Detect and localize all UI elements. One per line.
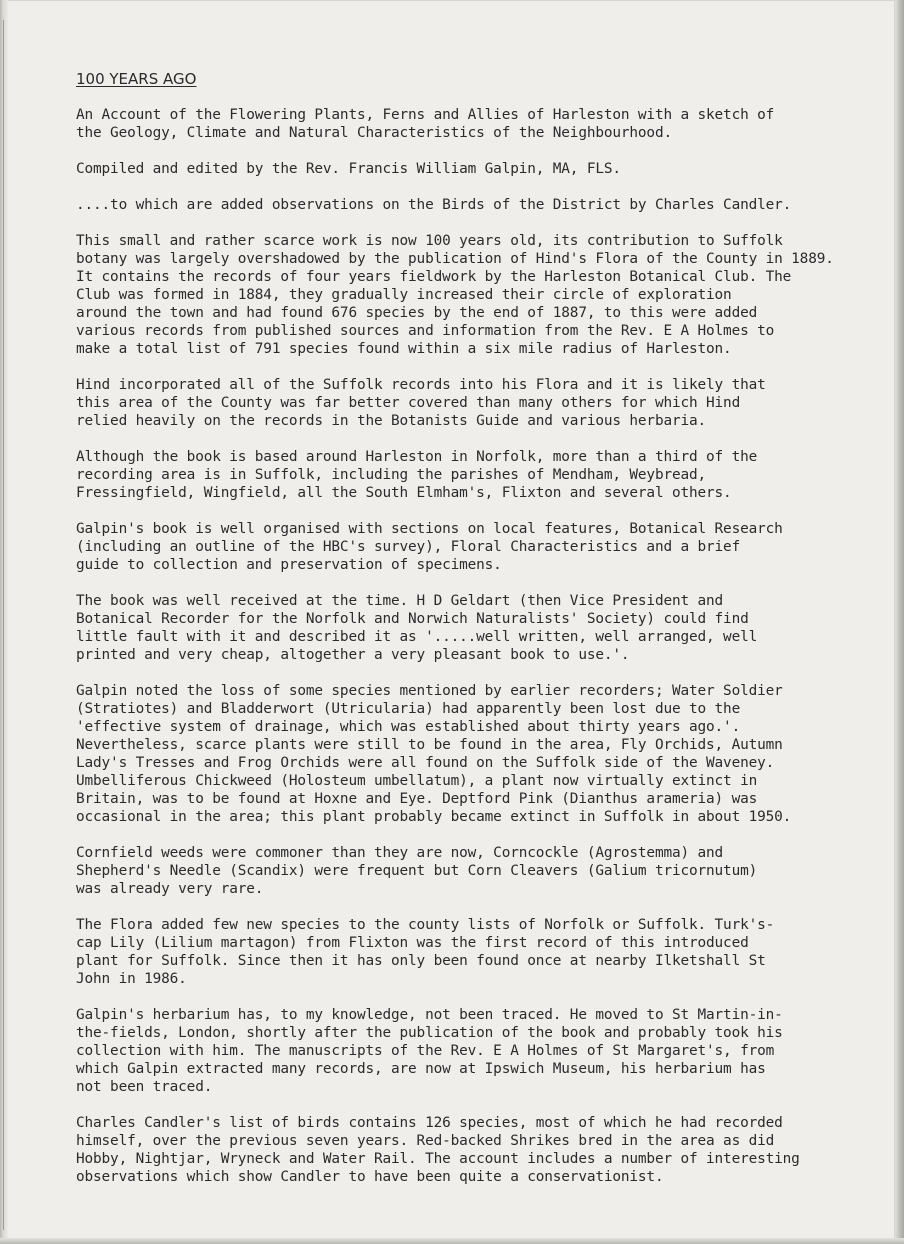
paragraph-hind-flora: Hind incorporated all of the Suffolk records into his Flora and it is likely that this area of the County was far better covered than many others for which Hind relied heavily on the records in the Botanists Guide and various herbaria.	[76, 377, 766, 429]
page-right-edge	[895, 0, 904, 1244]
article-heading: 100 YEARS AGO	[76, 70, 197, 88]
paragraph-birds: Charles Candler's list of birds contains 126 species, most of which he had recorded himself, over the previous seven years. Red-backed Shrikes bred in the area as did Hobby, Nightjar, Wryneck and Water Rail. The account includes a number of interesting observations which show Candler to have been quite a conservationist.	[76, 1115, 800, 1185]
paragraph-species-loss: Galpin noted the loss of some species mentioned by earlier recorders; Water Soldier (Stratiotes) and Bladderwort (Utricularia) had apparently been lost due to the 'effective system of drainage, which was established about thirty years ago.'. Nevertheless, scarce plants were still to be found in the area, Fly Orchids, Autumn Lady's Tresses and Frog Orchids were all found on the Suffolk side of the Waveney. Umbelliferous Chickweed (Holosteum umbellatum), a plant now virtually extinct in Britain, was to be found at Hoxne and Eye. Deptford Pink (Dianthus arameria) was occasional in the area; this plant probably became extinct in Suffolk in about 1950.	[76, 683, 792, 825]
paragraph-overview: This small and rather scarce work is now 100 years old, its contribution to Suffolk botany was largely overshadowed by the publication of Hind's Flora of the County in 1889. It contains the records of four years fieldwork by the Harleston Botanical Club. The Club was formed in 1884, they gradually increased their circle of exploration around the town and had found 676 species by the end of 1887, to this were added various records from published sources and information from the Rev. E A Holmes to make a total list of 791 species found within a six mile radius of Harleston.	[76, 233, 834, 357]
page-bottom-edge	[0, 1238, 904, 1244]
paragraph-book-sections: Galpin's book is well organised with sections on local features, Botanical Research (including an outline of the HBC's survey), Floral Characteristics and a brief guide to collection and preservation of specimens.	[76, 521, 783, 573]
page-left-rule	[3, 20, 4, 1230]
article-body	[76, 70, 888, 1204]
paragraph-herbarium: Galpin's herbarium has, to my knowledge, not been traced. He moved to St Martin-in- the-fields, London, shortly after the publication of the book and probably took his collection with him. The manuscripts of the Rev. E A Holmes of St Margaret's, from which Galpin extracted many records, are now at Ipswich Museum, his herbarium has not been traced.	[76, 1007, 783, 1095]
paragraph-birds-addendum: ....to which are added observations on the Birds of the District by Charles Candler.	[76, 197, 792, 213]
paragraph-title-of-book: An Account of the Flowering Plants, Ferns and Allies of Harleston with a sketch of the Geology, Climate and Natural Characteristics of the Neighbourhood.	[76, 107, 775, 141]
paragraph-recording-area: Although the book is based around Harleston in Norfolk, more than a third of the recording area is in Suffolk, including the parishes of Mendham, Weybread, Fressingfield, Wingfield, all the South Elmham's, Flixton and several others.	[76, 449, 758, 501]
paragraph-new-species: The Flora added few new species to the county lists of Norfolk or Suffolk. Turk's- cap Lily (Lilium martagon) from Flixton was the first record of this introduced plant for Suffolk. Since then it has only been found once at nearby Ilketshall St John in 1986.	[76, 917, 775, 987]
paragraph-cornfield-weeds: Cornfield weeds were commoner than they are now, Corncockle (Agrostemma) and Shepherd's Needle (Scandix) were frequent but Corn Cleavers (Galium tricornutum) was already very rare.	[76, 845, 758, 897]
paragraph-reception: The book was well received at the time. H D Geldart (then Vice President and Botanical Recorder for the Norfolk and Norwich Naturalists' Society) could find little fault with it and described it as '.....well written, well arranged, well printed and very cheap, altogether a very pleasant book to use.'.	[76, 593, 758, 663]
page-left-edge	[0, 0, 8, 1244]
paragraph-compiled-by: Compiled and edited by the Rev. Francis William Galpin, MA, FLS.	[76, 161, 621, 177]
